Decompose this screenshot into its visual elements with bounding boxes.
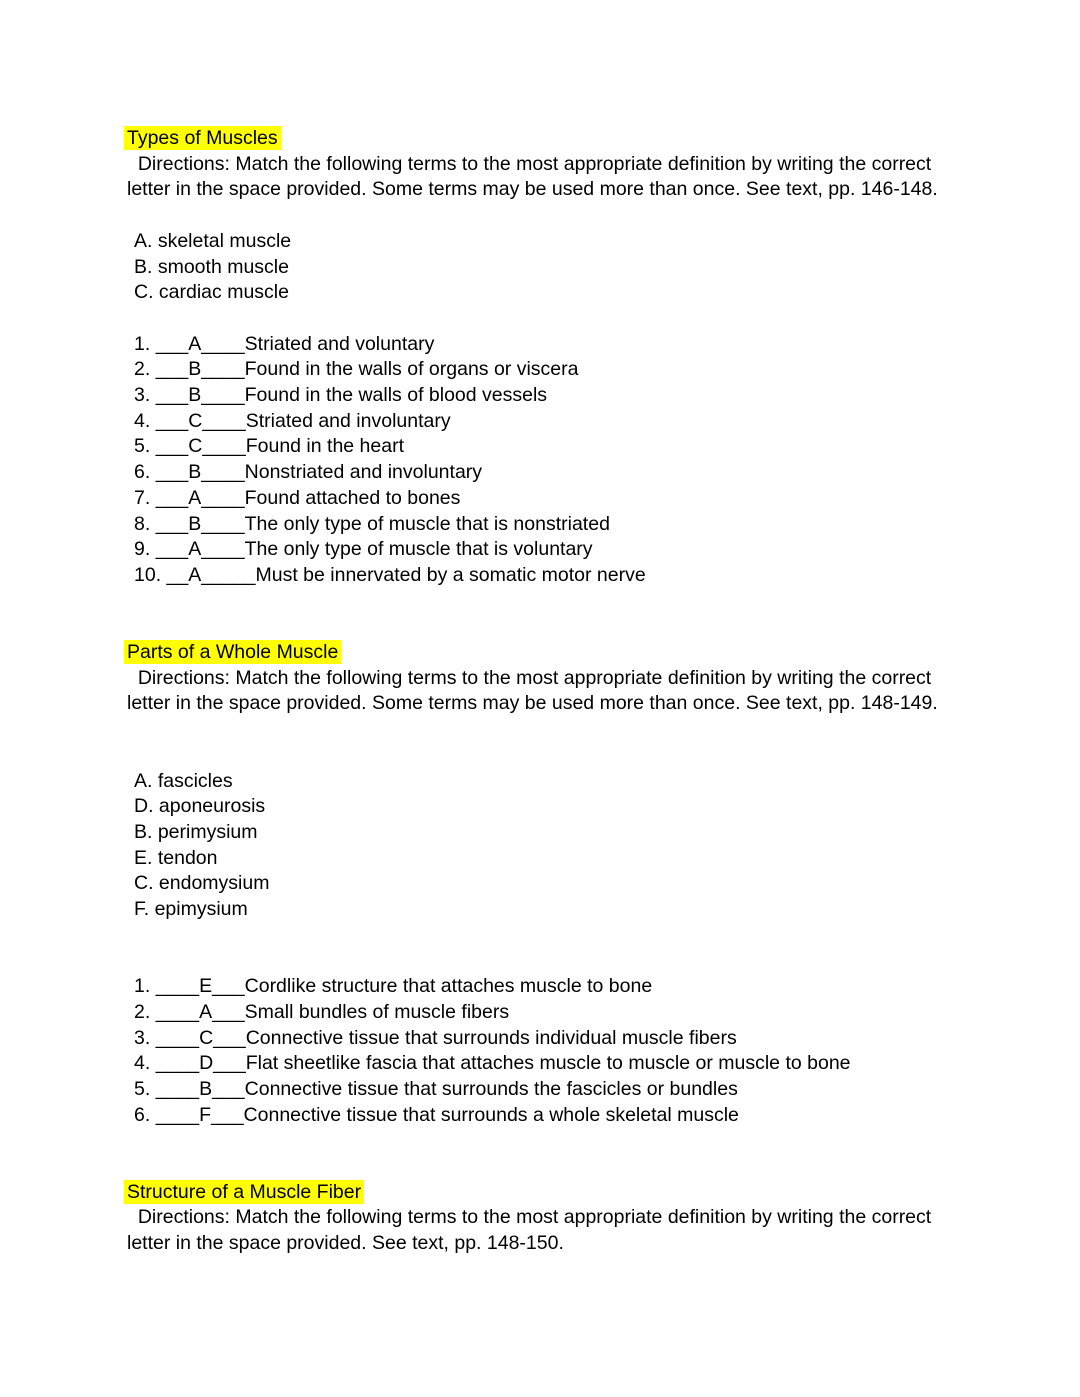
term-option: A. fascicles [134, 769, 233, 792]
term-option: B. perimysium [134, 820, 258, 843]
question-number: 5. [134, 1077, 156, 1100]
question-text: Connective tissue that surrounds a whole skeletal muscle [243, 1103, 739, 1126]
worksheet-section [127, 126, 1040, 589]
term-option: A. skeletal muscle [134, 229, 292, 252]
directions-line: letter in the space provided. See text, pp. 148-150. [127, 1232, 564, 1255]
answer-blank-pre: ___ [155, 384, 189, 406]
worksheet-section [127, 640, 1040, 1128]
questions-list [127, 974, 1040, 1128]
question-text: Found in the walls of blood vessels [244, 384, 548, 406]
answer-letter: B [188, 384, 202, 406]
answer-blank-pre: ___ [155, 461, 189, 484]
answer-blank-post: ___ [213, 1052, 246, 1075]
answer-letter: A [188, 332, 202, 355]
question-text: Found attached to bones [244, 486, 461, 509]
answer-blank-pre: ___ [155, 486, 189, 509]
question-row [134, 1000, 1040, 1026]
section-heading-row [127, 1180, 1040, 1206]
question-number: 4. [134, 1052, 156, 1075]
question-row [134, 512, 1040, 538]
question-row [134, 357, 1040, 383]
question-number: 3. [134, 1026, 156, 1049]
question-number: 9. [134, 538, 156, 561]
term-option: D. aponeurosis [134, 795, 266, 818]
answer-letter: A [199, 1000, 213, 1023]
question-text: Cordlike structure that attaches muscle to bone [244, 975, 653, 998]
term-option: E. tendon [134, 846, 218, 869]
answer-blank-post: _____ [201, 563, 256, 586]
answer-letter: E [199, 975, 213, 998]
section-heading-highlighted: Parts of a Whole Muscle [124, 640, 341, 664]
term-option: C. endomysium [134, 872, 270, 895]
answer-blank-pre: ____ [155, 1052, 200, 1075]
question-text: Connective tissue that surrounds the fascicles or bundles [244, 1077, 738, 1100]
question-text: Striated and involuntary [245, 409, 451, 432]
answer-letter: A [188, 563, 202, 586]
question-number: 7. [134, 486, 156, 509]
term-option: C. cardiac muscle [134, 281, 289, 304]
question-row [134, 537, 1040, 563]
questions-list [127, 332, 1040, 589]
question-number: 2. [134, 358, 156, 381]
section-heading-highlighted: Types of Muscles [124, 126, 281, 150]
worksheet-sections [127, 126, 1040, 1257]
answer-letter: A [188, 538, 202, 561]
question-row [134, 974, 1040, 1000]
answer-blank-pre: ___ [155, 332, 189, 355]
question-row [134, 1077, 1040, 1103]
answer-blank-post: ____ [201, 486, 245, 509]
section-heading-highlighted: Structure of a Muscle Fiber [124, 1180, 364, 1204]
answer-letter: A [188, 486, 202, 509]
question-row [134, 409, 1040, 435]
directions-paragraph [127, 1205, 1040, 1256]
question-text: Nonstriated and involuntary [244, 461, 483, 484]
directions-paragraph [127, 666, 1040, 717]
question-row [134, 1051, 1040, 1077]
answer-blank-post: ___ [212, 1000, 245, 1023]
answer-letter: B [188, 512, 202, 535]
answer-blank-pre: ____ [155, 1026, 200, 1049]
question-number: 6. [134, 461, 156, 484]
worksheet-section [127, 1180, 1040, 1257]
directions-paragraph [127, 152, 1040, 203]
question-row [134, 1103, 1040, 1129]
answer-blank-pre: ____ [155, 1103, 200, 1126]
answer-letter: C [188, 409, 203, 432]
answer-blank-post: ___ [212, 975, 245, 998]
question-text: The only type of muscle that is nonstriated [244, 512, 610, 535]
answer-blank-pre: __ [166, 563, 189, 586]
question-text: Found in the walls of organs or viscera [244, 358, 579, 381]
question-number: 2. [134, 1000, 156, 1023]
question-number: 1. [134, 332, 156, 355]
question-row [134, 486, 1040, 512]
answer-blank-post: ____ [202, 435, 246, 458]
question-row [134, 1026, 1040, 1052]
question-number: 3. [134, 384, 156, 406]
answer-letter: C [188, 435, 203, 458]
answer-letter: B [199, 1077, 213, 1100]
answer-blank-pre: ___ [155, 358, 189, 381]
directions-line: letter in the space provided. Some terms may be used more than once. See text, pp. 146-148. [127, 178, 938, 201]
question-row [134, 332, 1040, 358]
answer-blank-post: ___ [211, 1103, 244, 1126]
answer-blank-post: ___ [212, 1077, 245, 1100]
answer-blank-pre: ____ [155, 1000, 200, 1023]
answer-blank-post: ____ [202, 409, 246, 432]
question-text: Flat sheetlike fascia that attaches muscle to muscle or muscle to bone [245, 1052, 851, 1075]
terms-list [127, 229, 1040, 306]
answer-blank-pre: ___ [155, 512, 189, 535]
answer-blank-post: ____ [201, 384, 245, 406]
directions-line: Directions: Match the following terms to the most appropriate definition by writing the correct [127, 1206, 932, 1229]
question-number: 6. [134, 1103, 156, 1126]
answer-letter: D [199, 1052, 214, 1075]
answer-blank-pre: ____ [155, 1077, 200, 1100]
question-number: 4. [134, 409, 156, 432]
directions-line: Directions: Match the following terms to the most appropriate definition by writing the correct [127, 152, 932, 175]
question-text: The only type of muscle that is voluntary [244, 538, 593, 561]
answer-blank-post: ____ [201, 332, 245, 355]
answer-blank-pre: ___ [155, 435, 189, 458]
section-heading-row [127, 126, 1040, 152]
answer-blank-pre: ____ [155, 975, 200, 998]
answer-blank-post: ___ [213, 1026, 246, 1049]
answer-letter: C [199, 1026, 214, 1049]
answer-blank-post: ____ [201, 538, 245, 561]
answer-blank-post: ____ [201, 358, 245, 381]
question-number: 8. [134, 512, 156, 535]
question-number: 5. [134, 435, 156, 458]
answer-letter: F [199, 1103, 211, 1126]
question-number: 10. [134, 563, 167, 586]
answer-blank-pre: ___ [155, 409, 189, 432]
term-option: F. epimysium [134, 898, 248, 921]
question-row [134, 563, 1040, 589]
question-text: Must be innervated by a somatic motor nerve [255, 563, 646, 586]
answer-letter: B [188, 358, 202, 381]
answer-blank-post: ____ [201, 512, 245, 535]
question-text: Small bundles of muscle fibers [244, 1000, 510, 1023]
question-number: 1. [134, 975, 156, 998]
question-text: Found in the heart [245, 435, 404, 458]
question-row [134, 383, 1040, 409]
answer-blank-pre: ___ [155, 538, 189, 561]
question-text: Striated and voluntary [244, 332, 435, 355]
answer-letter: B [188, 461, 202, 484]
directions-line: Directions: Match the following terms to the most appropriate definition by writing the correct [127, 666, 932, 689]
question-row [134, 460, 1040, 486]
section-heading-row [127, 640, 1040, 666]
terms-list [127, 769, 1040, 923]
term-option: B. smooth muscle [134, 255, 289, 278]
directions-line: letter in the space provided. Some terms may be used more than once. See text, pp. 148-149. [127, 692, 938, 715]
question-text: Connective tissue that surrounds individual muscle fibers [245, 1026, 737, 1049]
answer-blank-post: ____ [201, 461, 245, 484]
question-row [134, 434, 1040, 460]
